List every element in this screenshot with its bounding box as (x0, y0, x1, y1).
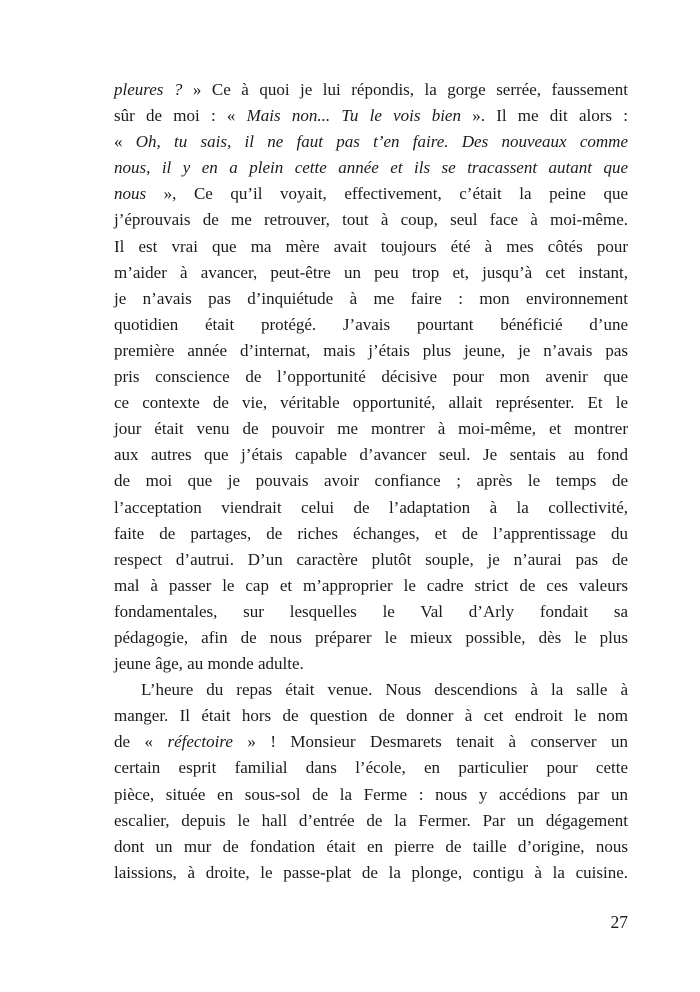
text-segment: respect d’autrui. D’un caractère plutôt souple, je n’aurai pas de (114, 549, 628, 569)
text-line (114, 860, 628, 886)
text-line (114, 390, 628, 416)
text-segment: jour était venu de pouvoir me montrer à moi-même, et montrer (114, 419, 628, 439)
text-line (114, 677, 628, 703)
text-line (114, 495, 628, 521)
page-text (114, 77, 628, 886)
text-segment: pédagogie, afin de nous préparer le mieux possible, dès le plus (114, 627, 628, 647)
text-segment: ce contexte de vie, véritable opportunité, allait représenter. Et le (114, 393, 628, 413)
text-segment: m’aider à avancer, peut-être un peu trop et, jusqu’à cet instant, (114, 262, 628, 282)
text-line (114, 808, 628, 834)
text-line (114, 703, 628, 729)
text-line (114, 181, 628, 207)
text-line (114, 207, 628, 233)
text-segment: j’éprouvais de me retrouver, tout à coup, seul face à moi-même. (114, 210, 628, 230)
text-line (114, 625, 628, 651)
text-segment: mal à passer le cap et m’approprier le cadre strict de ces valeurs (114, 575, 628, 595)
text-segment: je n’avais pas d’inquiétude à me faire : mon environnement (114, 288, 628, 308)
text-segment: » Ce à quoi je lui répondis, la gorge serrée, faussement (192, 80, 628, 99)
text-line (114, 782, 628, 808)
text-line (114, 129, 628, 155)
text-line (114, 155, 628, 181)
text-segment: manger. Il était hors de question de donner à cet endroit le nom (114, 706, 628, 726)
text-line (114, 416, 628, 442)
text-segment: quotidien était protégé. J’avais pourtant bénéficié d’une (114, 314, 628, 334)
text-segment: fondamentales, sur lesquelles le Val d’Arly fondait sa (114, 601, 628, 621)
text-line (114, 729, 628, 755)
text-segment: jeune âge, au monde adulte. (114, 654, 304, 674)
paragraph (114, 677, 628, 886)
text-segment: faite de partages, de riches échanges, et de l’apprentissage du (114, 523, 628, 543)
italic-text-segment: Mais non... Tu le vois bien (246, 106, 461, 126)
paragraph (114, 77, 628, 677)
text-segment: pris conscience de l’opportunité décisive pour mon avenir que (114, 367, 628, 387)
text-line (114, 338, 628, 364)
text-segment: première année d’internat, mais j’étais plus jeune, je n’avais pas (114, 340, 628, 360)
text-segment: « (114, 132, 136, 152)
text-line (114, 286, 628, 312)
italic-text-segment: nous, il y en a plein cette année et ils se tracassent autant que (114, 158, 628, 178)
text-segment: sûr de moi : « (114, 106, 247, 126)
text-line (114, 260, 628, 286)
text-line (114, 77, 628, 103)
text-segment: pièce, située en sous-sol de la Ferme : nous y accédions par un (114, 784, 628, 804)
text-segment: de moi que je pouvais avoir confiance ; après le temps de (114, 471, 628, 491)
text-segment: escalier, depuis le hall d’entrée de la Fermer. Par un dégagement (114, 810, 628, 830)
text-line (114, 442, 628, 468)
text-line (114, 547, 628, 573)
text-segment: dont un mur de fondation était en pierre de taille d’origine, nous (114, 836, 628, 856)
text-line (114, 521, 628, 547)
text-segment: ». Il me dit alors : (460, 106, 628, 126)
text-segment: » ! Monsieur Desmarets tenait à conserver un (232, 732, 628, 752)
text-line (114, 651, 628, 677)
text-segment: laissions, à droite, le passe-plat de la plonge, contigu à la cuisine. (114, 862, 628, 882)
text-line (114, 755, 628, 781)
text-line (114, 468, 628, 494)
text-line (114, 573, 628, 599)
text-segment: », Ce qu’il voyait, effectivement, c’était la peine que (146, 184, 628, 204)
text-line (114, 834, 628, 860)
italic-text-segment: réfectoire (167, 732, 233, 752)
italic-text-segment: nous (114, 184, 147, 204)
italic-text-segment: Oh, tu sais, il ne faut pas t’en faire. Des nouveaux comme (135, 132, 628, 152)
text-line (114, 103, 628, 129)
text-segment: certain esprit familial dans l’école, en particulier pour cette (114, 758, 628, 778)
text-segment: aux autres que j’étais capable d’avancer seul. Je sentais au fond (114, 445, 628, 465)
text-line (114, 234, 628, 260)
text-line (114, 364, 628, 390)
text-segment: l’acceptation viendrait celui de l’adaptation à la collectivité, (114, 497, 628, 517)
italic-text-segment: pleures ? (114, 80, 193, 99)
text-line (114, 599, 628, 625)
text-line (114, 312, 628, 338)
text-segment: L’heure du repas était venue. Nous descendions à la salle à (141, 680, 628, 700)
text-segment: Il est vrai que ma mère avait toujours été à mes côtés pour (114, 236, 628, 256)
page-number: 27 (610, 912, 628, 932)
text-segment: de « (114, 732, 168, 752)
